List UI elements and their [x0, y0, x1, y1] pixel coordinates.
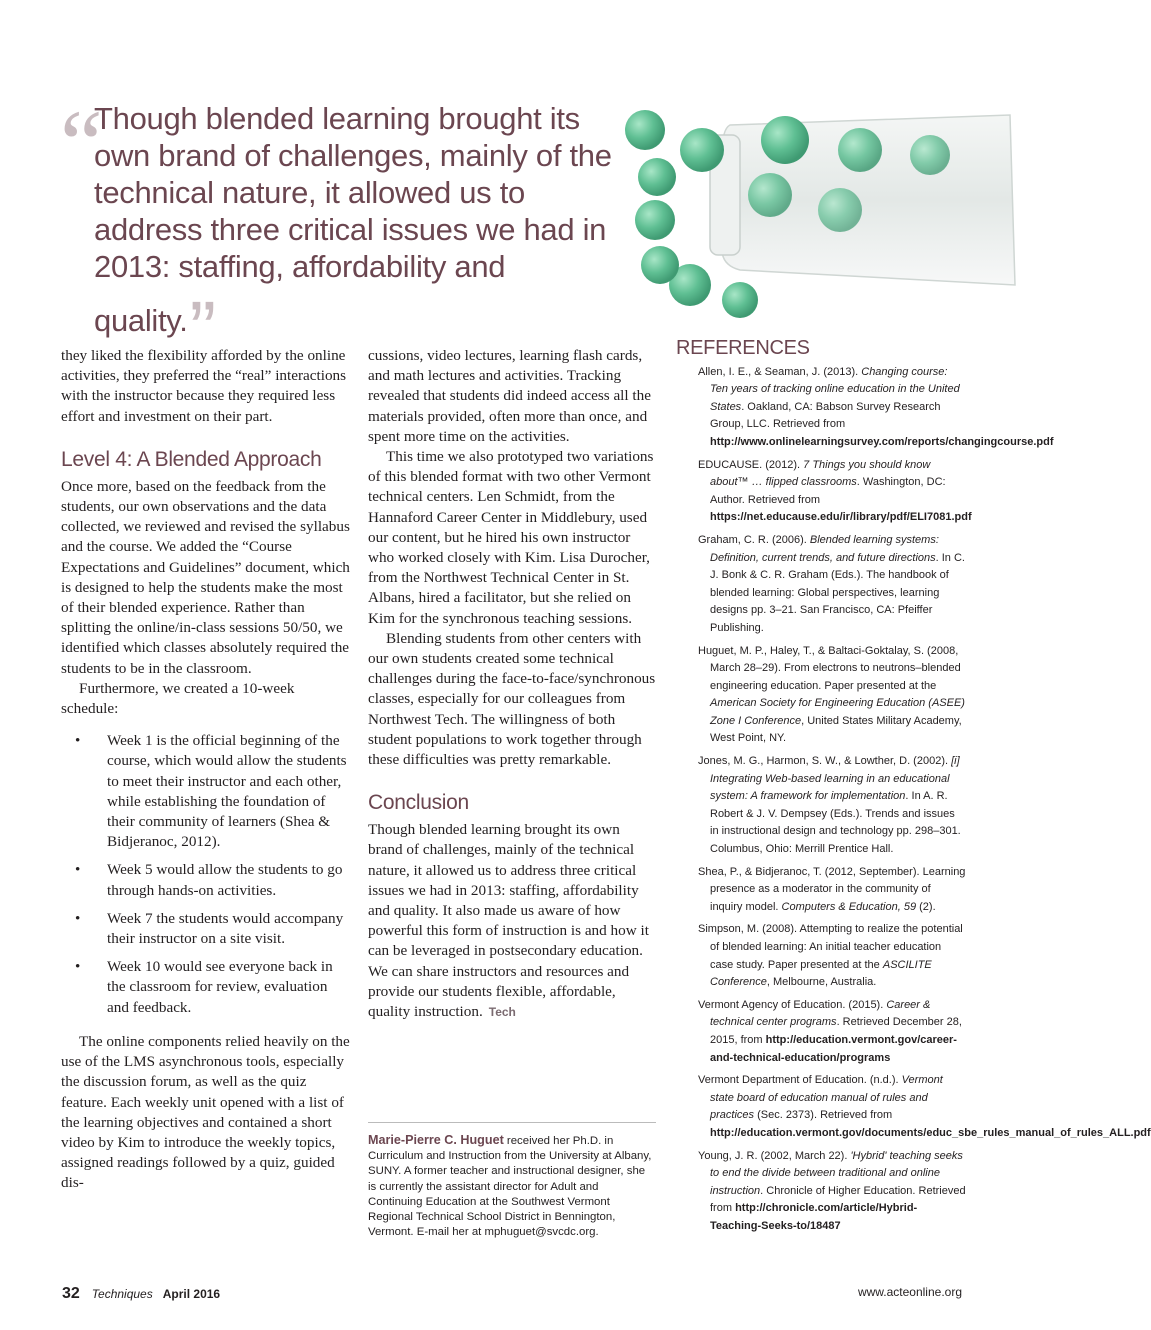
bullet-icon: •: [75, 732, 81, 750]
reference-title: 'Hybrid' teaching seeks to end the divide between traditional and online instruction: [710, 1149, 963, 1197]
reference-item: [688, 753, 966, 859]
reference-item: [688, 364, 1054, 452]
reference-text: , Melbourne, Australia.: [766, 976, 877, 989]
references-list: [676, 364, 1151, 1236]
author-bio-text: received her Ph.D. in Curriculum and Instruction from the University at Albany, SUNY. A former teacher and instructional designer, she is currently the assistant director for Adult and Continuing Education at the Southwest Vermont Regional Technical School District in Bennington, Vermont. E-mail her at mphuguet@svcdc.org.: [368, 1135, 652, 1239]
paragraph: Furthermore, we created a 10-week schedule:: [61, 679, 295, 718]
reference-text: . Chronicle of Higher Education. Retrieved from: [710, 1184, 966, 1215]
tech-end-mark: Tech: [488, 1005, 516, 1020]
reference-text: , United States Military Academy, West Point, NY.: [710, 714, 962, 745]
paragraph: Once more, based on the feedback from the students, our own observations and the data collected, we reviewed and revised the syllabus and the course. We added the “Course Expectations and Guidelines” document, which is designed to help the students make the most of their blended experience. Rather than splitting the online/in-class sessions 50/50, we identified which classes absolutely required the students to be in the classroom.: [61, 477, 350, 677]
section-heading-level-4: Level 4: A Blended Approach: [61, 447, 322, 471]
reference-item: [688, 1148, 966, 1236]
reference-title: Vermont state board of education manual of rules and practices: [710, 1074, 943, 1122]
paragraph: they liked the flexibility afforded by the online activities, they preferred the “real” interactions with the instructor because they required less effort and investment on their part.: [61, 347, 347, 425]
references-heading: REFERENCES: [676, 337, 810, 359]
reference-text: . In C. J. Bonk & C. R. Graham (Eds.). The handbook of blended learning: Global perspectives, learning designs pp. 3–21. San Francisco, CA: Pfeiffer Publishing.: [710, 551, 965, 634]
list-item-text: Week 10 would see everyone back in the classroom for review, evaluation and feedback.: [107, 958, 333, 1016]
reference-title: Career & technical center programs: [710, 998, 931, 1029]
reference-link[interactable]: http://www.onlinelearningsurvey.com/reports/changingcourse.pdf: [710, 435, 1054, 448]
reference-title: Computers & Education, 59: [781, 900, 917, 913]
list-item-text: Week 5 would allow the students to go through hands-on activities.: [107, 861, 343, 899]
reference-text: . Retrieved December 28, 2015, from: [710, 1016, 962, 1046]
reference-text: EDUCAUSE. (2012).: [698, 458, 804, 471]
reference-text: . Oakland, CA: Babson Survey Research Group, LLC. Retrieved from: [710, 400, 941, 431]
paragraph: Blending students from other centers with our own students created some technical challenges during the face-to-face/synchronous classes, especially for our colleagues from Northwest Tech. The willingness of both student populations to work together through these difficulties was pretty remarkable.: [368, 629, 656, 769]
pill-bottle-illustration: [610, 95, 1020, 330]
paragraph: The online components relied heavily on the use of the LMS asynchronous tools, especially the discussion forum, as well as the quiz feature. Each weekly unit opened with a list of the learning objectives and contained a short video by Kim to introduce the weekly topics, assigned readings followed by a quiz, guided dis-: [61, 1032, 350, 1192]
reference-text: Shea, P., & Bidjeranoc, T. (2012, September). Learning presence as a moderator in the community of inquiry model.: [698, 865, 966, 913]
pull-quote: [60, 90, 630, 374]
reference-item: [688, 532, 966, 638]
section-heading-conclusion: Conclusion: [368, 791, 469, 815]
reference-text: Huguet, M. P., Haley, T., & Baltaci-Goktalay, S. (2008, March 28–29). From electrons to neutrons–blended engineering education. Paper presented at the: [698, 644, 961, 692]
reference-text: Simpson, M. (2008). Attempting to realize the potential of blended learning: An initial teacher education case study. Paper presented at the: [698, 923, 963, 971]
reference-title: American Society for Engineering Education (ASEE) Zone I Conference: [710, 697, 965, 727]
list-item: [61, 860, 351, 900]
open-quote-mark: “: [60, 90, 103, 197]
reference-text: . In A. R. Robert & J. V. Dempsey (Eds.). Trends and issues in instructional design and technology pp. 298–301. Columbus, Ohio: Merrill Prentice Hall.: [710, 790, 961, 856]
reference-item: [688, 1072, 1151, 1142]
reference-item: [688, 864, 966, 917]
list-item: [61, 957, 351, 1018]
list-item: [61, 909, 351, 949]
reference-link[interactable]: https://net.educause.edu/ir/library/pdf/ELI7081.pdf: [710, 511, 972, 524]
reference-link[interactable]: http://chronicle.com/article/Hybrid-Teaching-Seeks-to/18487: [710, 1202, 918, 1232]
reference-text: Vermont Department of Education. (n.d.).: [698, 1074, 902, 1087]
reference-text: Vermont Agency of Education. (2015).: [698, 998, 887, 1011]
paragraph: cussions, video lectures, learning flash cards, and math lectures and activities. Tracking revealed that students did indeed access all the materials provided, often more than once, and spent more time on the activities.: [368, 347, 651, 445]
reference-text: Jones, M. G., Harmon, S. W., & Lowther, D. (2002).: [698, 755, 952, 768]
reference-link[interactable]: http://education.vermont.gov/documents/educ_sbe_rules_manual_of_rules_ALL.pdf: [710, 1126, 1151, 1139]
bullet-icon: •: [75, 909, 81, 927]
reference-text: Young, J. R. (2002, March 22).: [698, 1149, 851, 1162]
reference-text: Graham, C. R. (2006).: [698, 533, 810, 546]
reference-item: [688, 997, 966, 1067]
reference-title: Changing course: Ten years of tracking online education in the United States: [710, 365, 960, 413]
magazine-name: Techniques: [91, 1287, 153, 1301]
reference-title: ASCILITE Conference: [710, 958, 932, 989]
reference-item: [688, 921, 966, 991]
article-column-1: [61, 346, 351, 1194]
reference-item: [688, 643, 966, 749]
article-column-2: [368, 346, 658, 1022]
page-number: 32: [62, 1285, 80, 1302]
reference-text: (Sec. 2373). Retrieved from: [754, 1109, 893, 1122]
reference-text: Allen, I. E., & Seaman, J. (2013).: [698, 365, 862, 378]
author-bio: [368, 1122, 656, 1240]
close-quote-mark: ”: [189, 285, 216, 374]
references-section: [676, 337, 1151, 1241]
schedule-list: [61, 731, 351, 1018]
pull-quote-body: Though blended learning brought its own brand of challenges, mainly of the technical nature, it allowed us to address three critical issues we had in 2013: staffing, affordability and quality.: [94, 101, 612, 338]
paragraph: This time we also prototyped two variations of this blended format with two other Vermont technical centers. Len Schmidt, from the Hannaford Career Center in Middlebury, used our content, but he hired his own instructor who worked closely with Kim. Lisa Durocher, from the Northwest Technical Center in St. Albans, hired a facilitator, but she relied on Kim for the synchronous teaching sessions.: [368, 448, 654, 627]
bullet-icon: •: [75, 958, 81, 976]
list-item-text: Week 1 is the official beginning of the course, which would allow the students to meet their instructor and each other, while establishing the foundation of their community of learners (Shea & Bidjeranoc, 2012).: [107, 732, 347, 851]
website-url[interactable]: www.acteonline.org: [857, 1285, 962, 1299]
reference-text: (2).: [916, 900, 936, 913]
reference-title: Blended learning systems: Definition, current trends, and future directions: [710, 533, 939, 564]
bullet-icon: •: [75, 861, 81, 879]
conclusion-text: Though blended learning brought its own brand of challenges, mainly of the technical nature, it allowed us to address three critical issues we had in 2013: staffing, affordability and quality. It also made us aware of how powerful this form of instruction is and how it can be leveraged in postsecondary education. We can share instructors and resources and provide our students flexible, affordable, quality instruction.: [368, 821, 649, 1021]
reference-text: . Washington, DC: Author. Retrieved from: [710, 476, 946, 506]
reference-title: [i] Integrating Web-based learning in an educational system: A framework for implementation: [710, 755, 960, 803]
paragraph: [368, 820, 658, 1022]
author-name: Marie-Pierre C. Huguet: [368, 1133, 504, 1147]
reference-item: [688, 457, 972, 527]
list-item-text: Week 7 the students would accompany their instructor on a site visit.: [107, 909, 344, 948]
reference-link[interactable]: http://education.vermont.gov/career-and-technical-education/programs: [710, 1033, 957, 1064]
page-footer: [62, 1285, 220, 1303]
list-item: [61, 731, 351, 852]
reference-title: 7 Things you should know about™ … flipped classrooms: [710, 458, 931, 489]
issue-date: April 2016: [162, 1287, 221, 1301]
pull-quote-text: [60, 100, 630, 374]
